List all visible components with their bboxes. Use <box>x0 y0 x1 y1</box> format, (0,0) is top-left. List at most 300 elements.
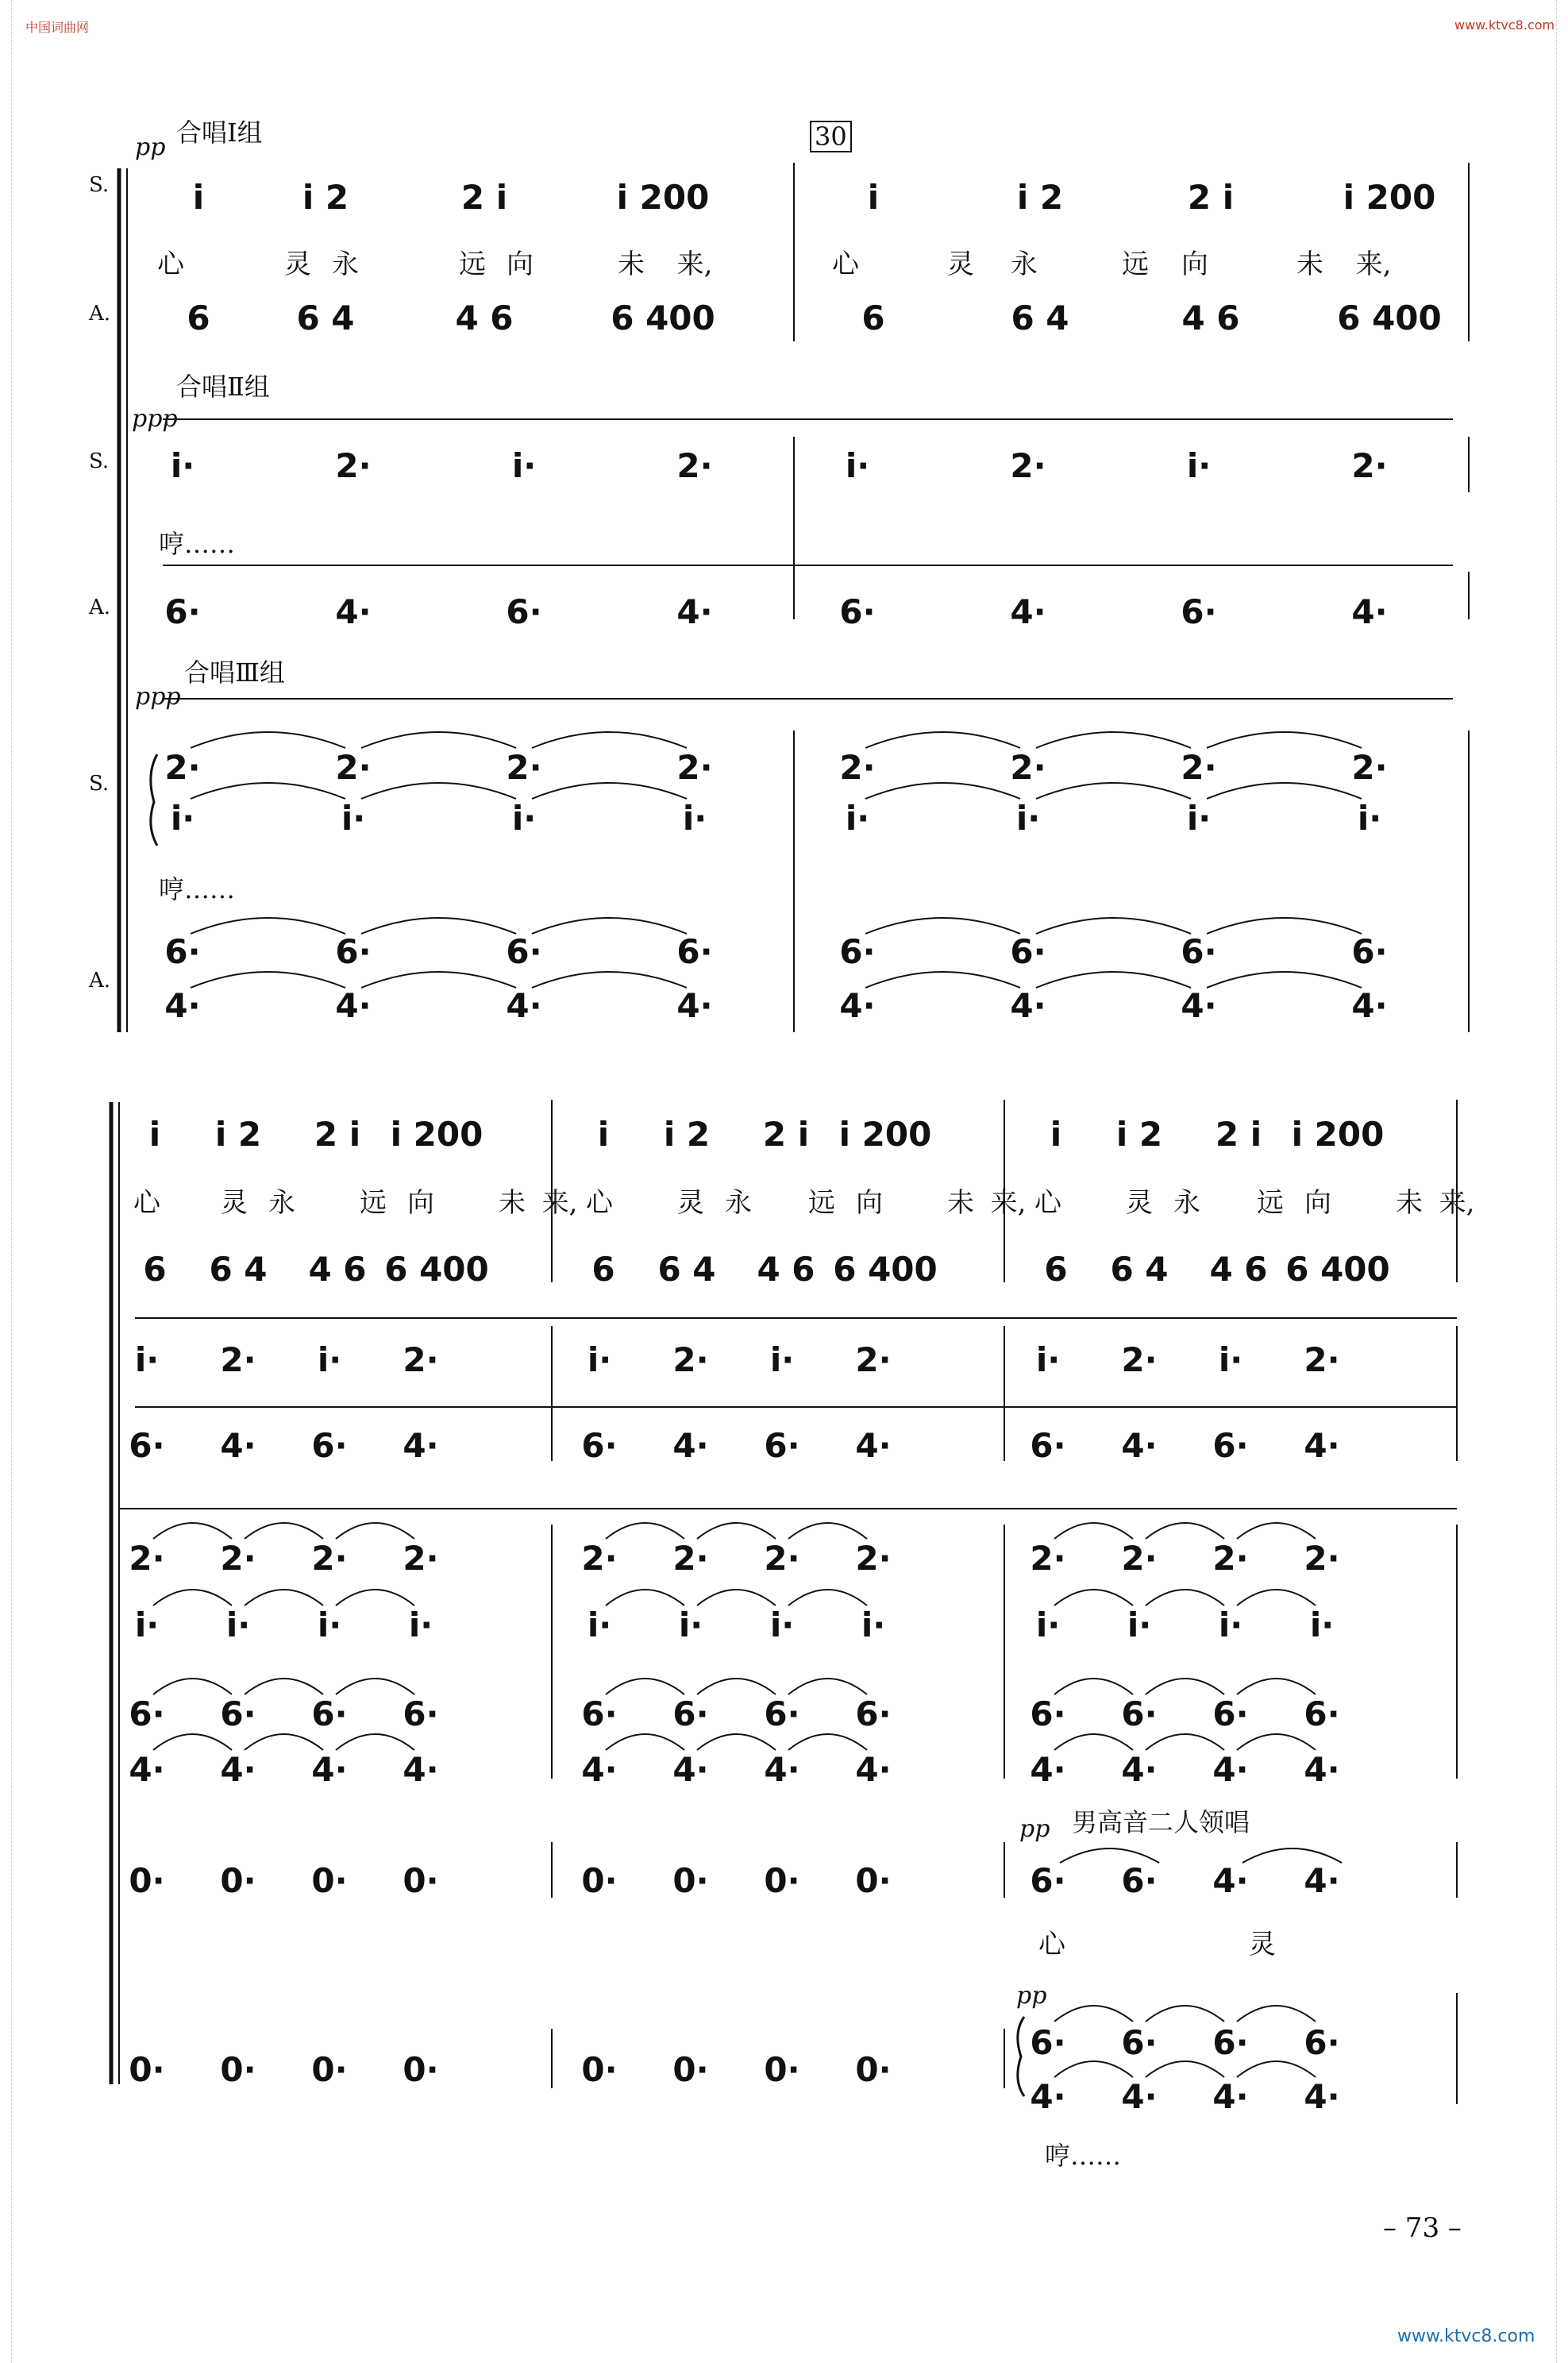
group-2-label: 合唱Ⅱ组 <box>176 372 270 402</box>
jianpu-note: i· <box>1186 799 1212 838</box>
slur <box>697 1590 776 1606</box>
voice-part-a: A. <box>89 969 111 993</box>
lyric: 未 <box>499 1187 526 1219</box>
lyric: 来, <box>541 1187 578 1219</box>
slur <box>606 1679 684 1694</box>
slur <box>361 783 516 799</box>
jianpu-note: i <box>192 178 205 217</box>
jianpu-note: 6· <box>1121 2023 1158 2062</box>
jianpu-note: i 2 <box>302 178 349 217</box>
jianpu-note: 6· <box>220 1694 256 1733</box>
slur <box>1054 1590 1133 1606</box>
lyric: 灵 <box>947 249 974 280</box>
jianpu-note: 0· <box>311 2050 348 2089</box>
jianpu-note: 4· <box>672 1426 709 1465</box>
jianpu-note: i· <box>317 1340 342 1379</box>
slur <box>1237 1523 1316 1539</box>
lyric: 心 <box>133 1187 160 1219</box>
lyric: 永 <box>268 1187 295 1219</box>
lyric: 灵 <box>1126 1187 1153 1219</box>
lyric: 永 <box>725 1187 752 1219</box>
jianpu-note: 4· <box>1121 1750 1158 1789</box>
jianpu-note: 2· <box>1030 1539 1066 1578</box>
jianpu-note: 4· <box>839 986 876 1025</box>
slur <box>697 1523 776 1539</box>
jianpu-note: 6· <box>1212 1694 1249 1733</box>
dynamic-ppp: ppp <box>132 405 178 433</box>
jianpu-note: 4 6 <box>757 1250 815 1289</box>
slur <box>788 1679 867 1694</box>
jianpu-note: 6· <box>1010 932 1046 971</box>
voice-part-s: S. <box>89 772 110 796</box>
jianpu-note: i <box>148 1115 161 1154</box>
jianpu-note: 6· <box>311 1426 348 1465</box>
jianpu-note: 0· <box>672 1861 709 1900</box>
jianpu-note: 2· <box>1304 1340 1340 1379</box>
dynamic-pp: pp <box>1019 1815 1050 1843</box>
jianpu-note: i· <box>225 1606 251 1644</box>
jianpu-note: i· <box>134 1606 160 1644</box>
jianpu-note: 4· <box>335 592 372 631</box>
slur <box>1036 918 1191 934</box>
jianpu-note: 4· <box>1121 1426 1158 1465</box>
slur <box>191 732 345 748</box>
jianpu-note: 6· <box>335 932 372 971</box>
jianpu-note: 6· <box>1030 1694 1066 1733</box>
jianpu-note: 6 4 <box>657 1250 716 1289</box>
jianpu-note: 6· <box>129 1426 165 1465</box>
lyric: 未 <box>947 1187 974 1219</box>
slur <box>1054 2006 1133 2022</box>
jianpu-note: 6· <box>403 1694 439 1733</box>
jianpu-note: 0· <box>129 1861 165 1900</box>
slur <box>1146 1523 1224 1539</box>
lyric: 远 <box>808 1187 835 1219</box>
group-1-label: 合唱Ⅰ组 <box>176 118 263 148</box>
jianpu-note: 6· <box>164 592 201 631</box>
jianpu-note: 4· <box>855 1426 892 1465</box>
slur <box>1237 1590 1316 1606</box>
jianpu-note: 6· <box>164 932 201 971</box>
slur <box>191 783 345 799</box>
lyric: 心 <box>586 1187 613 1219</box>
jianpu-note: 2· <box>1010 748 1046 787</box>
jianpu-note: 6· <box>1121 1861 1158 1900</box>
jianpu-note: 4· <box>1304 1861 1340 1900</box>
jianpu-note: 2· <box>220 1539 256 1578</box>
jianpu-note: 2· <box>1351 446 1388 485</box>
jianpu-note: 2· <box>1304 1539 1340 1578</box>
jianpu-note: i· <box>317 1606 342 1644</box>
slur <box>788 1734 867 1750</box>
jianpu-note: i 200 <box>1343 178 1436 217</box>
slur <box>1207 972 1362 988</box>
jianpu-note: 6· <box>1351 932 1388 971</box>
jianpu-note: 6· <box>764 1694 800 1733</box>
jianpu-note: 4· <box>1121 2077 1158 2116</box>
jianpu-note: 4· <box>581 1750 618 1789</box>
jianpu-note: 6· <box>672 1694 709 1733</box>
jianpu-note: 6 <box>1044 1250 1068 1289</box>
lyric: 来, <box>676 249 713 280</box>
jianpu-note: 4· <box>676 592 713 631</box>
jianpu-note: 2· <box>220 1340 256 1379</box>
jianpu-note: 4· <box>1351 592 1388 631</box>
slur <box>697 1679 776 1694</box>
brace <box>1018 2017 1024 2096</box>
slur <box>865 972 1020 988</box>
footer-watermark: www.ktvc8.com <box>1397 2326 1535 2346</box>
jianpu-note: 4· <box>403 1426 439 1465</box>
slur <box>788 1523 867 1539</box>
lyric: 心 <box>157 249 184 280</box>
jianpu-note: 4· <box>1304 1426 1340 1465</box>
lyric: 灵 <box>221 1187 248 1219</box>
jianpu-note: i· <box>134 1340 160 1379</box>
jianpu-note: 0· <box>403 2050 439 2089</box>
slur <box>1237 2061 1316 2077</box>
slur <box>1146 2006 1224 2022</box>
lyric: 来, <box>1439 1187 1475 1219</box>
jianpu-note: 6· <box>855 1694 892 1733</box>
jianpu-note: 0· <box>403 1861 439 1900</box>
jianpu-note: 2· <box>164 748 201 787</box>
dynamic-pp: pp <box>1016 1982 1047 2010</box>
jianpu-note: 6· <box>1030 1861 1066 1900</box>
jianpu-note: i· <box>341 799 366 838</box>
page-number: – 73 – <box>1383 2212 1462 2244</box>
slur <box>1054 2061 1133 2077</box>
slur <box>1146 1679 1224 1694</box>
slur <box>336 1590 414 1606</box>
slur <box>1036 972 1191 988</box>
jianpu-note: 2 i <box>1187 178 1235 217</box>
jianpu-note: 6 4 <box>1011 299 1069 337</box>
jianpu-note: 6· <box>1181 592 1217 631</box>
jianpu-note: 2· <box>855 1340 892 1379</box>
jianpu-note: 6 4 <box>1110 1250 1169 1289</box>
lyric: 灵 <box>677 1187 704 1219</box>
lyric: 向 <box>407 1187 434 1219</box>
lyric: 向 <box>507 249 534 280</box>
jianpu-note: 6 <box>143 1250 167 1289</box>
lyric: 远 <box>1122 249 1149 280</box>
jianpu-note: 6· <box>581 1694 618 1733</box>
jianpu-note: 6· <box>1030 2023 1066 2062</box>
voice-part-s: S. <box>89 173 110 197</box>
slur <box>361 918 516 934</box>
lyric: 远 <box>1257 1187 1284 1219</box>
voice-part-a: A. <box>89 596 111 619</box>
jianpu-note: 2· <box>855 1539 892 1578</box>
slur <box>1036 783 1191 799</box>
jianpu-note: i· <box>408 1606 433 1644</box>
slur <box>1242 1848 1342 1863</box>
jianpu-note: 6· <box>1304 2023 1340 2062</box>
jianpu-note: 6 400 <box>1285 1250 1390 1289</box>
slur <box>191 918 345 934</box>
slur <box>336 1734 414 1750</box>
jianpu-note: 0· <box>220 1861 256 1900</box>
slur <box>532 783 687 799</box>
jianpu-note: 2· <box>676 446 713 485</box>
jianpu-note: i· <box>1309 1606 1335 1644</box>
jianpu-note: 4· <box>1030 2077 1066 2116</box>
jianpu-note: i· <box>1218 1340 1243 1379</box>
jianpu-note: 2· <box>676 748 713 787</box>
slur <box>153 1523 232 1539</box>
slur <box>1146 1590 1224 1606</box>
jianpu-note: 4· <box>1010 986 1046 1025</box>
jianpu-note: 0· <box>764 1861 800 1900</box>
jianpu-note: i 200 <box>616 178 710 217</box>
slur <box>1054 1734 1133 1750</box>
slur <box>245 1679 323 1694</box>
slur <box>245 1590 323 1606</box>
lyric: 未 <box>1396 1187 1423 1219</box>
lyric: 灵 <box>1249 1929 1276 1960</box>
jianpu-note: 6 4 <box>296 299 355 337</box>
jianpu-note: 2· <box>1181 748 1217 787</box>
jianpu-note: 2· <box>403 1340 439 1379</box>
jianpu-note: 6 4 <box>209 1250 268 1289</box>
header-site-left: 中国词曲网 <box>25 20 90 35</box>
jianpu-note: i· <box>511 446 537 485</box>
humming-lyric: 哼…… <box>1045 2141 1122 2171</box>
slur <box>697 1734 776 1750</box>
jianpu-note: 4· <box>1212 2077 1249 2116</box>
lyric: 远 <box>360 1187 387 1219</box>
jianpu-note: i 2 <box>214 1115 262 1154</box>
slur <box>1036 732 1191 748</box>
slur <box>532 918 687 934</box>
jianpu-note: 4· <box>220 1750 256 1789</box>
jianpu-note: 6· <box>1030 1426 1066 1465</box>
jianpu-note: 6· <box>506 932 542 971</box>
jianpu-note: 0· <box>581 2050 618 2089</box>
slur <box>153 1590 232 1606</box>
jianpu-note: 2· <box>672 1539 709 1578</box>
jianpu-note: i· <box>1127 1606 1152 1644</box>
jianpu-note: 0· <box>672 2050 709 2089</box>
jianpu-note: 6 400 <box>384 1250 489 1289</box>
slur <box>865 732 1020 748</box>
jianpu-note: 4· <box>1181 986 1217 1025</box>
slur <box>1054 1523 1133 1539</box>
jianpu-note: 0· <box>220 2050 256 2089</box>
jianpu-note: 6· <box>764 1426 800 1465</box>
lyric: 远 <box>459 249 486 280</box>
jianpu-note: 4· <box>1212 1750 1249 1789</box>
jianpu-note: i 200 <box>838 1115 932 1154</box>
lyric: 向 <box>1181 249 1208 280</box>
jianpu-note: 2· <box>506 748 542 787</box>
jianpu-note: 6· <box>839 592 876 631</box>
jianpu-note: i· <box>845 446 870 485</box>
jianpu-note: 0· <box>855 2050 892 2089</box>
slur <box>245 1523 323 1539</box>
lyric: 心 <box>1034 1187 1061 1219</box>
jianpu-note: 4· <box>672 1750 709 1789</box>
jianpu-note: i· <box>861 1606 886 1644</box>
jianpu-note: 2· <box>335 748 372 787</box>
jianpu-note: 6· <box>1212 1426 1249 1465</box>
jianpu-note: 4· <box>676 986 713 1025</box>
jianpu-note: i <box>597 1115 610 1154</box>
jianpu-note: 2· <box>764 1539 800 1578</box>
slur <box>336 1679 414 1694</box>
jianpu-note: 2· <box>672 1340 709 1379</box>
jianpu-note: i· <box>1035 1606 1061 1644</box>
brace <box>151 754 157 846</box>
jianpu-note: 2· <box>335 446 372 485</box>
jianpu-note: 6· <box>129 1694 165 1733</box>
dynamic-pp: pp <box>135 133 166 161</box>
jianpu-note: 4· <box>855 1750 892 1789</box>
lyric: 未 <box>618 249 645 280</box>
jianpu-note: 2· <box>1121 1539 1158 1578</box>
jianpu-note: 6 <box>861 299 885 337</box>
lyric: 向 <box>1304 1187 1331 1219</box>
jianpu-note: i· <box>1035 1340 1061 1379</box>
jianpu-note: 2· <box>839 748 876 787</box>
tenor-lead-label: 男高音二人领唱 <box>1072 1807 1250 1837</box>
jianpu-note: 4 6 <box>308 1250 367 1289</box>
jianpu-note: 6 <box>591 1250 615 1289</box>
slur <box>1207 918 1362 934</box>
jianpu-note: i 2 <box>1016 178 1064 217</box>
jianpu-note: 4· <box>1304 2077 1340 2116</box>
slur <box>1207 783 1362 799</box>
jianpu-note: 6· <box>839 932 876 971</box>
jianpu-note: 4· <box>403 1750 439 1789</box>
lyric: 来, <box>990 1187 1027 1219</box>
slur <box>361 732 516 748</box>
jianpu-note: i 2 <box>663 1115 711 1154</box>
jianpu-note: 6· <box>581 1426 618 1465</box>
jianpu-note: i· <box>1357 799 1382 838</box>
jianpu-note: i· <box>678 1606 703 1644</box>
jianpu-note: 2· <box>581 1539 618 1578</box>
jianpu-note: 4· <box>1351 986 1388 1025</box>
jianpu-note: 4· <box>506 986 542 1025</box>
jianpu-note: 2· <box>1010 446 1046 485</box>
jianpu-note: 4· <box>311 1750 348 1789</box>
jianpu-note: 4· <box>335 986 372 1025</box>
jianpu-note: 6· <box>506 592 542 631</box>
group-3-label: 合唱Ⅲ组 <box>184 657 285 688</box>
jianpu-note: 2· <box>1121 1340 1158 1379</box>
jianpu-note: 6· <box>1212 2023 1249 2062</box>
voice-part-a: A. <box>89 302 111 326</box>
slur <box>606 1523 684 1539</box>
lyric: 永 <box>1011 249 1038 280</box>
jianpu-note: 2· <box>129 1539 165 1578</box>
jianpu-note: i 200 <box>1291 1115 1385 1154</box>
jianpu-note: 2 i <box>460 178 508 217</box>
jianpu-note: 2· <box>1212 1539 1249 1578</box>
jianpu-note: 2· <box>403 1539 439 1578</box>
slur <box>788 1590 867 1606</box>
jianpu-note: 4 6 <box>1181 299 1240 337</box>
jianpu-note: 0· <box>764 2050 800 2089</box>
humming-lyric: 哼…… <box>159 874 236 904</box>
slur <box>1060 1848 1159 1863</box>
lyric: 永 <box>332 249 359 280</box>
slur <box>532 972 687 988</box>
jianpu-note: i <box>867 178 880 217</box>
rehearsal-mark: 30 <box>810 121 852 152</box>
jianpu-note: 0· <box>581 1861 618 1900</box>
jianpu-note: 4· <box>129 1750 165 1789</box>
jianpu-note: 6 400 <box>833 1250 938 1289</box>
slur <box>1237 1679 1316 1694</box>
header-site-right: www.ktvc8.com <box>1454 17 1555 33</box>
slur <box>1207 732 1362 748</box>
jianpu-note: 4· <box>1010 592 1046 631</box>
jianpu-note: i· <box>170 799 195 838</box>
slur <box>361 972 516 988</box>
jianpu-note: 6· <box>1121 1694 1158 1733</box>
jianpu-note: i 2 <box>1115 1115 1163 1154</box>
jianpu-note: i· <box>1186 446 1212 485</box>
lyric: 来, <box>1355 249 1392 280</box>
lyric: 灵 <box>284 249 311 280</box>
humming-lyric: 哼…… <box>159 529 236 559</box>
jianpu-note: i· <box>587 1606 612 1644</box>
lyric: 未 <box>1296 249 1323 280</box>
dynamic-ppp: ppp <box>135 683 181 711</box>
slur <box>606 1590 684 1606</box>
jianpu-note: 4· <box>164 986 201 1025</box>
jianpu-note: 4 6 <box>455 299 514 337</box>
jianpu-note: 2· <box>311 1539 348 1578</box>
jianpu-note: 6· <box>1181 932 1217 971</box>
jianpu-note: 4· <box>1304 1750 1340 1789</box>
lyric: 心 <box>832 249 859 280</box>
jianpu-note: 0· <box>311 1861 348 1900</box>
jianpu-note: 6 400 <box>611 299 715 337</box>
jianpu-note: 6· <box>1304 1694 1340 1733</box>
jianpu-note: i <box>1050 1115 1062 1154</box>
jianpu-note: 4 6 <box>1209 1250 1268 1289</box>
lyric: 向 <box>856 1187 883 1219</box>
voice-part-s: S. <box>89 449 110 473</box>
lyric: 心 <box>1038 1929 1065 1960</box>
jianpu-note: i 200 <box>390 1115 483 1154</box>
jianpu-note: i· <box>1218 1606 1243 1644</box>
jianpu-note: 2· <box>1351 748 1388 787</box>
jianpu-note: i· <box>682 799 707 838</box>
slur <box>1054 1679 1133 1694</box>
jianpu-note: 2 i <box>1215 1115 1262 1154</box>
jianpu-note: 0· <box>855 1861 892 1900</box>
slur <box>1237 2006 1316 2022</box>
slur <box>191 972 345 988</box>
slur <box>865 918 1020 934</box>
jianpu-note: i· <box>170 446 195 485</box>
jianpu-note: 2 i <box>314 1115 361 1154</box>
jianpu-note: 6· <box>676 932 713 971</box>
jianpu-note: 4· <box>1212 1861 1249 1900</box>
jianpu-note: i· <box>769 1340 795 1379</box>
slur <box>1146 1734 1224 1750</box>
slur <box>1237 1734 1316 1750</box>
jianpu-note: i· <box>845 799 870 838</box>
jianpu-note: i· <box>769 1606 795 1644</box>
jianpu-note: 6· <box>311 1694 348 1733</box>
slur <box>865 783 1020 799</box>
